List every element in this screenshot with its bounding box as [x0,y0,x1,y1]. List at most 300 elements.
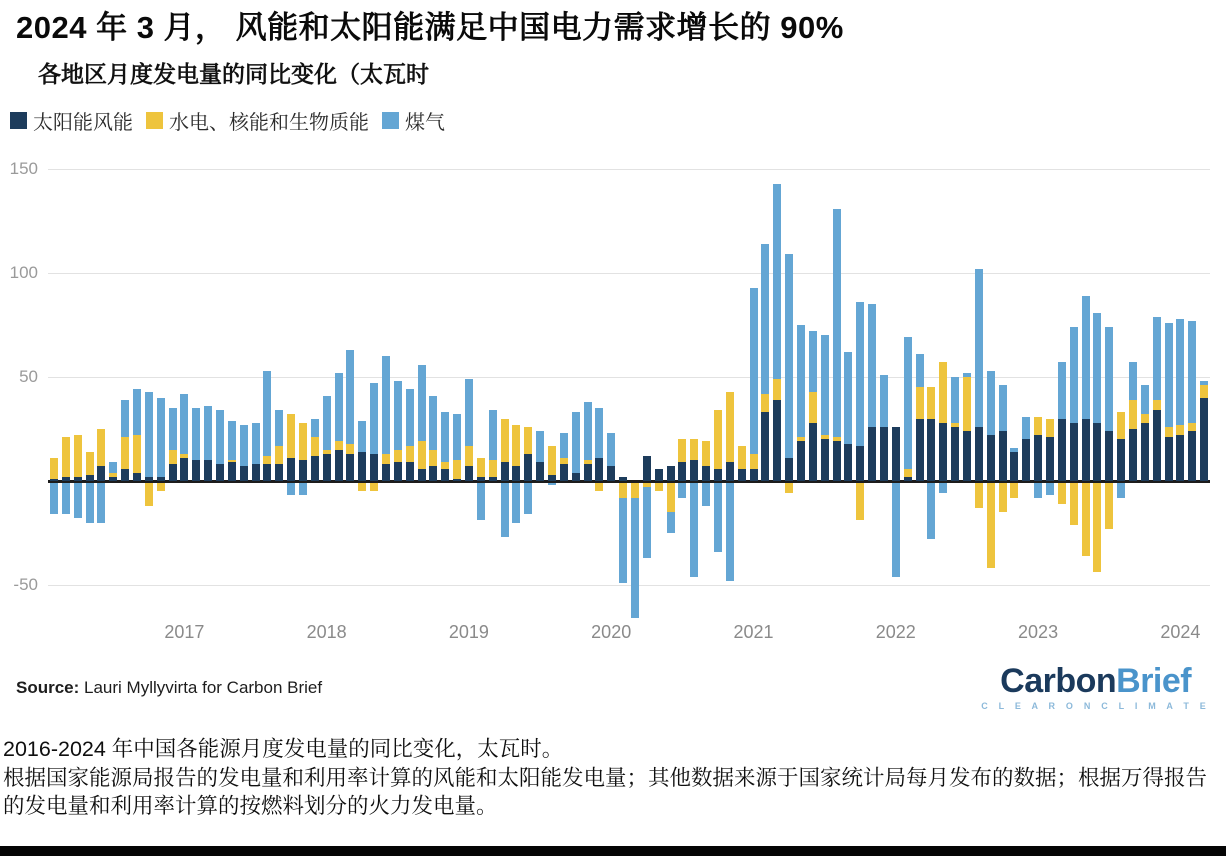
bar-segment-wind_solar [1188,431,1196,481]
bar-segment-wind_solar [382,464,390,481]
legend-label-wind_solar: 太阳能风能 [33,112,133,134]
bar-segment-hydro_nuclear_bio [655,483,663,491]
bar-segment-coal_gas [856,302,864,446]
bar-segment-hydro_nuclear_bio [228,460,236,462]
bar-segment-wind_solar [109,477,117,481]
bar-segment-coal_gas [833,209,841,438]
bar-segment-wind_solar [477,477,485,481]
bar-segment-coal_gas [1117,483,1125,498]
bar-segment-coal_gas [311,419,319,438]
bar-segment-wind_solar [62,477,70,481]
bar-segment-wind_solar [714,469,722,481]
bar-segment-wind_solar [441,469,449,481]
bar-segment-coal_gas [999,385,1007,431]
bar-segment-wind_solar [74,477,82,481]
x-axis-tick-label: 2021 [733,622,774,642]
legend-item-hydro_nuclear_bio [146,106,369,135]
bar-segment-coal_gas [595,408,603,458]
bar-segment-hydro_nuclear_bio [62,437,70,477]
bar-segment-coal_gas [252,423,260,465]
bar-segment-coal_gas [512,483,520,523]
legend-item-coal_gas [382,106,445,135]
bar-segment-coal_gas [690,483,698,577]
bar-segment-coal_gas [975,269,983,427]
bar-segment-hydro_nuclear_bio [1129,400,1137,429]
bar-segment-hydro_nuclear_bio [785,483,793,493]
bar-segment-hydro_nuclear_bio [999,483,1007,512]
bar-segment-wind_solar [358,452,366,481]
bar-segment-wind_solar [939,423,947,481]
bar-segment-hydro_nuclear_bio [524,427,532,454]
bar-segment-wind_solar [1022,439,1030,481]
bar-segment-wind_solar [335,450,343,481]
bar-segment-wind_solar [927,419,935,481]
bar-segment-coal_gas [133,389,141,435]
bar-segment-coal_gas [619,498,627,583]
bar-segment-coal_gas [358,421,366,452]
bar-segment-hydro_nuclear_bio [394,450,402,462]
bar-segment-hydro_nuclear_bio [797,437,805,441]
bar-segment-hydro_nuclear_bio [939,362,947,422]
bar-segment-hydro_nuclear_bio [489,460,497,477]
bar-segment-coal_gas [97,483,105,523]
bar-segment-wind_solar [999,431,1007,481]
bar-segment-coal_gas [287,483,295,495]
bar-segment-hydro_nuclear_bio [1188,423,1196,431]
bar-segment-hydro_nuclear_bio [726,392,734,463]
bar-segment-coal_gas [1129,362,1137,399]
bar-segment-hydro_nuclear_bio [833,437,841,441]
bar-segment-coal_gas [157,398,165,477]
bar-segment-coal_gas [501,483,509,537]
bar-segment-wind_solar [726,462,734,481]
bar-segment-hydro_nuclear_bio [406,446,414,463]
bar-segment-hydro_nuclear_bio [275,446,283,465]
bar-segment-wind_solar [797,441,805,481]
bar-segment-coal_gas [714,483,722,552]
bar-segment-wind_solar [323,454,331,481]
bar-segment-hydro_nuclear_bio [86,452,94,475]
bar-segment-coal_gas [489,410,497,460]
bar-segment-hydro_nuclear_bio [750,454,758,469]
bar-segment-wind_solar [738,469,746,481]
bar-segment-coal_gas [809,331,817,391]
bar-segment-wind_solar [1165,437,1173,481]
bar-segment-coal_gas [441,412,449,462]
bar-segment-wind_solar [524,454,532,481]
bar-segment-wind_solar [121,469,129,481]
bar-segment-hydro_nuclear_bio [678,439,686,462]
bar-segment-hydro_nuclear_bio [157,483,165,491]
bar-segment-wind_solar [299,460,307,481]
bar-segment-wind_solar [678,462,686,481]
bar-segment-wind_solar [975,427,983,481]
bar-segment-wind_solar [1010,452,1018,481]
bar-segment-hydro_nuclear_bio [346,444,354,454]
legend-swatch-coal_gas [382,112,399,129]
bar-segment-coal_gas [1176,319,1184,425]
bar-segment-coal_gas [1034,483,1042,498]
logo-tagline: C L E A R O N C L I M A T E [981,701,1210,711]
page-title: 2024 年 3 月， 风能和太阳能满足中国电力需求增长的 90% [16,10,844,45]
y-axis-tick-label: 150 [9,159,38,178]
bar-segment-wind_solar [916,419,924,481]
bar-segment-hydro_nuclear_bio [133,435,141,472]
bar-segment-coal_gas [726,483,734,581]
bar-segment-coal_gas [536,431,544,462]
bar-segment-hydro_nuclear_bio [856,483,864,520]
bar-segment-coal_gas [109,462,117,472]
bar-segment-coal_gas [1058,362,1066,418]
bar-segment-coal_gas [904,337,912,468]
bar-segment-hydro_nuclear_bio [975,483,983,508]
legend-swatch-wind_solar [10,112,27,129]
bar-segment-wind_solar [702,466,710,481]
bar-segment-coal_gas [844,352,852,444]
bar-segment-wind_solar [868,427,876,481]
bar-segment-hydro_nuclear_bio [358,483,366,491]
bar-segment-hydro_nuclear_bio [821,435,829,439]
bar-segment-wind_solar [1117,439,1125,481]
bar-segment-hydro_nuclear_bio [916,387,924,418]
bar-segment-coal_gas [62,483,70,514]
x-axis-tick-label: 2018 [306,622,347,642]
bar-segment-coal_gas [453,414,461,460]
bar-segment-wind_solar [263,464,271,481]
bar-segment-coal_gas [951,377,959,423]
bar-segment-coal_gas [1082,296,1090,419]
x-axis-tick-label: 2017 [164,622,205,642]
chart-legend [10,106,445,135]
bar-segment-wind_solar [655,469,663,481]
bar-segment-coal_gas [821,335,829,435]
bar-segment-hydro_nuclear_bio [180,454,188,458]
y-gridline [48,169,1210,170]
bar-segment-coal_gas [180,394,188,454]
bar-segment-coal_gas [572,412,580,472]
bar-segment-coal_gas [74,483,82,518]
bar-segment-hydro_nuclear_bio [1200,385,1208,397]
bar-segment-hydro_nuclear_bio [1034,417,1042,436]
bar-segment-coal_gas [477,483,485,520]
bar-segment-hydro_nuclear_bio [263,456,271,464]
bar-segment-wind_solar [180,458,188,481]
bar-segment-hydro_nuclear_bio [1141,414,1149,422]
logo-brief-text: Brief [1116,662,1192,700]
bar-segment-wind_solar [97,466,105,481]
stacked-bar-chart [0,148,1226,658]
bar-segment-wind_solar [595,458,603,481]
y-gridline [48,377,1210,378]
bar-segment-coal_gas [785,254,793,458]
bar-segment-hydro_nuclear_bio [560,458,568,464]
bar-segment-coal_gas [773,184,781,380]
source-line [16,678,322,698]
bar-segment-hydro_nuclear_bio [1153,400,1161,410]
bar-segment-wind_solar [856,446,864,481]
bar-segment-wind_solar [1105,431,1113,481]
bar-segment-coal_gas [382,356,390,454]
bar-segment-hydro_nuclear_bio [74,435,82,477]
bar-segment-hydro_nuclear_bio [773,379,781,400]
bar-segment-coal_gas [216,410,224,464]
bar-segment-hydro_nuclear_bio [382,454,390,464]
bar-segment-wind_solar [240,466,248,481]
bar-segment-wind_solar [489,477,497,481]
bar-segment-coal_gas [370,383,378,454]
bar-segment-coal_gas [1165,323,1173,427]
bar-segment-wind_solar [1082,419,1090,481]
bar-segment-wind_solar [951,427,959,481]
bar-segment-coal_gas [797,325,805,437]
x-axis-tick-label: 2019 [448,622,489,642]
x-axis-tick-label: 2022 [875,622,916,642]
bar-segment-wind_solar [880,427,888,481]
y-axis-tick-label: 50 [19,367,38,386]
bar-segment-coal_gas [121,400,129,437]
bar-segment-coal_gas [607,433,615,466]
bar-segment-coal_gas [880,375,888,427]
bar-segment-coal_gas [275,410,283,445]
bar-segment-wind_solar [1070,423,1078,481]
bar-segment-coal_gas [1188,321,1196,423]
bar-segment-wind_solar [1176,435,1184,481]
bar-segment-hydro_nuclear_bio [477,458,485,477]
bar-segment-wind_solar [643,456,651,481]
bar-segment-coal_gas [1022,417,1030,440]
legend-label-coal_gas: 煤气 [405,112,445,134]
bar-segment-wind_solar [133,473,141,481]
bar-segment-coal_gas [702,483,710,506]
bar-segment-hydro_nuclear_bio [429,450,437,467]
bar-segment-hydro_nuclear_bio [169,450,177,465]
bar-segment-coal_gas [643,487,651,558]
bar-segment-coal_gas [761,244,769,394]
bar-segment-hydro_nuclear_bio [121,437,129,468]
bar-segment-coal_gas [346,350,354,444]
y-gridline [48,273,1210,274]
carbonbrief-wordmark [981,664,1210,698]
bar-segment-hydro_nuclear_bio [370,483,378,491]
bar-segment-hydro_nuclear_bio [287,414,295,458]
bar-segment-hydro_nuclear_bio [512,425,520,467]
bar-segment-coal_gas [394,381,402,450]
bar-segment-coal_gas [548,483,556,485]
y-axis-tick-label: -50 [13,575,38,594]
bar-segment-coal_gas [429,396,437,450]
bar-segment-coal_gas [240,425,248,467]
bar-segment-coal_gas [1093,313,1101,423]
bar-segment-wind_solar [560,464,568,481]
bar-segment-coal_gas [1141,385,1149,414]
bar-segment-coal_gas [406,389,414,445]
bar-segment-hydro_nuclear_bio [619,483,627,498]
bar-segment-wind_solar [192,460,200,481]
bar-segment-coal_gas [963,373,971,377]
bar-segment-hydro_nuclear_bio [690,439,698,460]
bar-segment-wind_solar [667,466,675,481]
bar-segment-coal_gas [927,483,935,539]
bar-segment-wind_solar [572,473,580,481]
bar-segment-hydro_nuclear_bio [1105,483,1113,529]
bar-segment-coal_gas [335,373,343,442]
bar-segment-hydro_nuclear_bio [1176,425,1184,435]
bar-segment-hydro_nuclear_bio [963,377,971,431]
bar-segment-hydro_nuclear_bio [501,419,509,463]
bar-segment-coal_gas [204,406,212,460]
bar-segment-hydro_nuclear_bio [738,446,746,469]
bar-segment-coal_gas [939,483,947,493]
bar-segment-coal_gas [667,512,675,533]
bar-segment-coal_gas [1153,317,1161,400]
bar-segment-coal_gas [892,483,900,577]
bar-segment-coal_gas [560,433,568,458]
bar-segment-hydro_nuclear_bio [418,441,426,468]
bar-segment-wind_solar [1200,398,1208,481]
bar-segment-wind_solar [1129,429,1137,481]
bar-segment-wind_solar [157,477,165,481]
bar-segment-wind_solar [1153,410,1161,481]
bar-segment-wind_solar [750,469,758,481]
x-axis-tick-label: 2020 [591,622,632,642]
bar-segment-coal_gas [299,483,307,495]
bar-segment-wind_solar [963,431,971,481]
bar-segment-hydro_nuclear_bio [714,410,722,468]
bar-segment-hydro_nuclear_bio [631,483,639,498]
bar-segment-hydro_nuclear_bio [335,441,343,449]
bar-segment-wind_solar [169,464,177,481]
bar-segment-wind_solar [785,458,793,481]
bar-segment-coal_gas [631,498,639,619]
bar-segment-hydro_nuclear_bio [1058,483,1066,504]
carbonbrief-logo [981,664,1210,711]
bar-segment-hydro_nuclear_bio [667,483,675,512]
bar-segment-wind_solar [145,477,153,481]
bar-segment-coal_gas [418,365,426,442]
bar-segment-hydro_nuclear_bio [299,423,307,460]
bar-segment-wind_solar [833,441,841,481]
y-gridline [48,585,1210,586]
bar-segment-hydro_nuclear_bio [809,392,817,423]
bar-segment-coal_gas [1200,381,1208,385]
bar-segment-wind_solar [892,427,900,481]
bar-segment-wind_solar [287,458,295,481]
bar-segment-coal_gas [145,392,153,477]
bar-segment-coal_gas [50,483,58,514]
bar-segment-coal_gas [169,408,177,450]
bar-segment-coal_gas [584,402,592,460]
legend-swatch-hydro_nuclear_bio [146,112,163,129]
x-axis-tick-label: 2024 [1160,622,1201,642]
bar-segment-wind_solar [536,462,544,481]
source-text: Lauri Myllyvirta for Carbon Brief [79,678,323,697]
x-axis-tick-label: 2023 [1018,622,1059,642]
bar-segment-wind_solar [429,466,437,481]
bar-segment-wind_solar [584,464,592,481]
bar-segment-wind_solar [844,444,852,481]
bar-segment-hydro_nuclear_bio [951,423,959,427]
bar-segment-wind_solar [1093,423,1101,481]
bar-segment-wind_solar [904,477,912,481]
bar-segment-hydro_nuclear_bio [987,483,995,568]
bar-segment-wind_solar [987,435,995,481]
bar-segment-wind_solar [370,454,378,481]
bar-segment-hydro_nuclear_bio [465,446,473,467]
bar-segment-wind_solar [619,477,627,481]
bar-segment-wind_solar [311,456,319,481]
legend-item-wind_solar [10,106,133,135]
bar-segment-coal_gas [228,421,236,461]
bar-segment-wind_solar [394,462,402,481]
bar-segment-wind_solar [761,412,769,481]
source-label: Source: [16,678,80,697]
bar-segment-wind_solar [418,469,426,481]
bar-segment-wind_solar [1034,435,1042,481]
bar-segment-hydro_nuclear_bio [927,387,935,418]
bar-segment-hydro_nuclear_bio [1070,483,1078,525]
logo-carbon-text: Carbon [1000,662,1117,700]
bar-segment-hydro_nuclear_bio [595,483,603,491]
bar-segment-wind_solar [1058,419,1066,481]
bar-segment-hydro_nuclear_bio [761,394,769,413]
bar-segment-wind_solar [773,400,781,481]
bar-segment-hydro_nuclear_bio [441,462,449,468]
bar-segment-hydro_nuclear_bio [1165,427,1173,437]
bar-segment-hydro_nuclear_bio [584,460,592,464]
bar-segment-wind_solar [50,479,58,481]
bar-segment-hydro_nuclear_bio [1093,483,1101,572]
bar-segment-coal_gas [1010,448,1018,452]
caption-line-1: 2016-2024 年中国各能源月度发电量的同比变化，太瓦时。 [3,737,564,761]
bar-segment-wind_solar [821,439,829,481]
bar-segment-coal_gas [323,396,331,450]
bar-segment-coal_gas [465,379,473,446]
bar-segment-coal_gas [868,304,876,427]
bar-segment-wind_solar [809,423,817,481]
bar-segment-hydro_nuclear_bio [1010,483,1018,498]
bar-segment-wind_solar [252,464,260,481]
bar-segment-hydro_nuclear_bio [145,483,153,506]
bottom-black-bar [0,846,1226,856]
y-axis-tick-label: 100 [9,263,38,282]
bar-segment-wind_solar [501,462,509,481]
caption-line-2: 根据国家能源局报告的发电量和利用率计算的风能和太阳能发电量；其他数据来源于国家统计局每月发布的数据；根据万得报告的发电量和利用率计算的按燃料划分的火力发电量。 [3,765,1208,819]
bar-segment-hydro_nuclear_bio [311,437,319,456]
bar-segment-wind_solar [548,475,556,481]
chart-subtitle: 各地区月度发电量的同比变化（太瓦时 [38,61,429,87]
chart-caption [3,735,1223,821]
bar-segment-wind_solar [512,466,520,481]
bar-segment-hydro_nuclear_bio [50,458,58,479]
bar-segment-coal_gas [86,483,94,523]
bar-segment-coal_gas [1046,483,1054,495]
bar-segment-wind_solar [453,479,461,481]
bar-segment-wind_solar [1046,437,1054,481]
bar-segment-coal_gas [916,354,924,387]
bar-segment-coal_gas [987,371,995,435]
bar-segment-hydro_nuclear_bio [1117,412,1125,439]
bar-segment-coal_gas [1105,327,1113,431]
bar-segment-wind_solar [86,475,94,481]
bar-segment-hydro_nuclear_bio [1082,483,1090,556]
bar-segment-coal_gas [750,288,758,454]
bar-segment-hydro_nuclear_bio [1046,419,1054,438]
bar-segment-hydro_nuclear_bio [702,441,710,466]
bar-segment-wind_solar [1141,423,1149,481]
bar-segment-coal_gas [524,483,532,514]
bar-segment-coal_gas [263,371,271,456]
bar-segment-wind_solar [346,454,354,481]
